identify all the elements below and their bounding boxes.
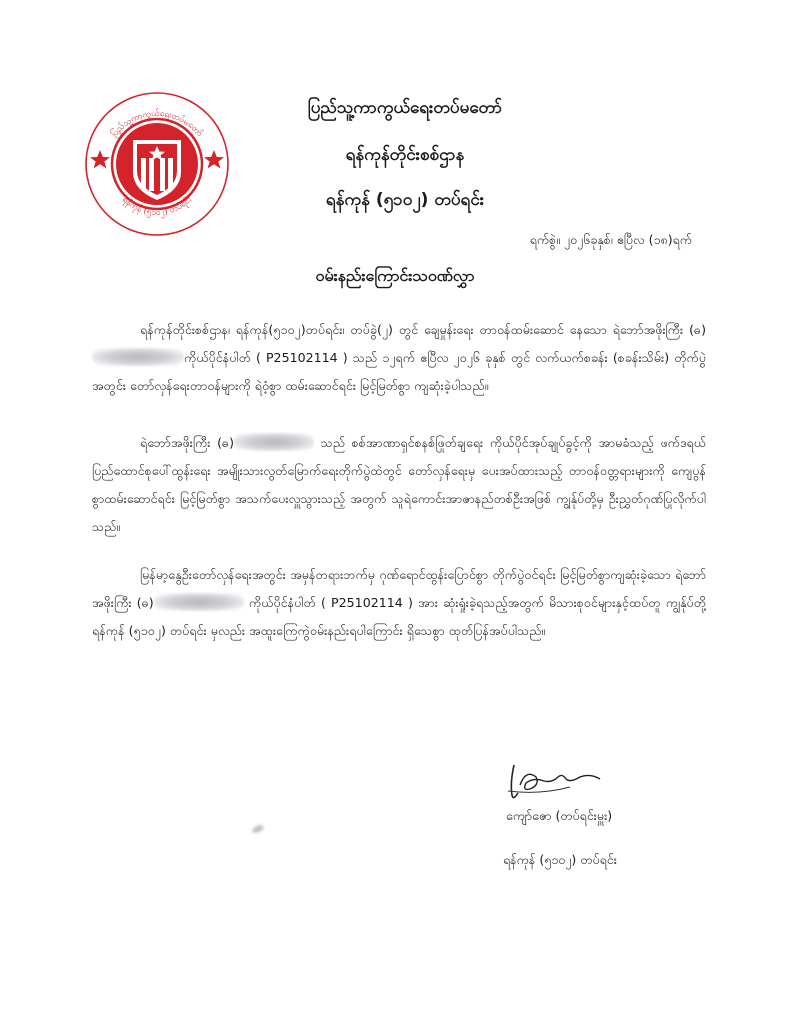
seal-bottom-text: ရန်ကုန် (၅၁၀၂) တပ်ရင်း [120, 194, 194, 218]
paragraph-3-text-b: ကိုယ်ပိုင်နံပါတ် ( P25102114 ) အား ဆုံးရှုံးခဲ့ရသည့်အတွက် မိသားစုဝင်များနှင့်ထပ်တူ ကျွန်ုပ်တို့ ရန်ကုန် (၅၁၀၂) တပ်ရင်း မှလည်း အထူးကြေကွဲဝမ်းနည်းရပါကြောင်း ရှိသေစွာ ထုတ်ပြန်အပ်ပါသည်။ [92, 595, 706, 638]
paragraph-2-text-b: သည် စစ်အာဏာရှင်စနစ်ဖြုတ်ချရေး ကိုယ်ပိုင်အုပ်ချုပ်ခွင့်ကို အာမခံသည့် ဖက်ဒရယ်ပြည်ထောင်စုပေါ်ထွန်းရေး အမျိုးသားလွတ်မြောက်ရေးတိုက်ပွဲထဲတွင် တော်လှန်ရေးမှ ပေးအပ်ထားသည့် တာဝန်ဝတ္တရားများကို ကျေပွန်စွာထမ်းဆောင်ရင်း မြင့်မြတ်စွာ အသက်ပေးလှူသွားသည့် အတွက် သူရဲကောင်းအာဇာနည်တစ်ဦးအဖြစ် ကျွန်ုပ်တို့မှ ဦးညွှတ်ဂုဏ်ပြုလိုက်ပါသည်။ [92, 435, 706, 534]
signatory-name: ကျော်ဇော (တပ်ရင်းမှူး) [506, 808, 613, 823]
paragraph-1-text-a: ရန်ကုန်တိုင်းစစ်ဌာန၊ ရန်ကုန်(၅၁၀၂)တပ်ရင်း၊ တပ်ခွဲ(၂) တွင် ချေမှုန်းရေး တာဝန်ထမ်းဆောင် နေသော ရဲဘော်အဖိုးကြီး (ဓ) [140, 322, 706, 337]
paragraph-3 [92, 561, 706, 645]
redacted-name [92, 348, 184, 366]
redacted-name [154, 593, 244, 611]
document-date: ရက်စွဲ။ ၂၀၂၆ခုနှစ်၊ ဧပြီလ (၁၈)ရက် [529, 232, 692, 247]
ink-smudge [251, 824, 264, 835]
header-command: ရန်ကုန်တိုင်းစစ်ဌာန [345, 145, 465, 165]
paragraph-1-text-b: ကိုယ်ပိုင်နံပါတ် ( P25102114 ) သည် ၁၂ရက် ဧပြီလ ၂၀၂၆ ခုနှစ် တွင် လက်ယက်စခန်း (စခန်းသိမ်း) တိုက်ပွဲအတွင်း တော်လှန်ရေးတာဝန်များကို ရဲဝံ့စွာ ထမ်းဆောင်ရင်း မြင့်မြတ်စွာ ကျဆုံးခဲ့ပါသည်။ [92, 350, 706, 393]
paragraph-2 [92, 429, 706, 541]
battalion-seal-icon [83, 90, 231, 238]
header-organization: ပြည်သူ့ကာကွယ်ရေးတပ်မတော် [307, 98, 503, 118]
redacted-name [234, 433, 314, 451]
seal-top-text: ပြည်သူ့ကာကွယ်ရေးတပ်မတော် [109, 108, 205, 140]
header-battalion: ရန်ကုန် (၅၁၀၂) တပ်ရင်း [325, 190, 485, 210]
handwritten-signature-icon [500, 755, 610, 805]
paragraph-2-text-a: ရဲဘော်အဖိုးကြီး (ဓ) [140, 435, 235, 450]
document-subject: ဝမ်းနည်းကြောင်းသဝဏ်လွှာ [315, 266, 475, 285]
paragraph-3-text-a: မြန်မာ့နွေဦးတော်လှန်ရေးအတွင်း အမှန်တရားဘက်မှ ဂုဏ်ရောင်ထွန်းပြောင်စွာ တိုက်ပွဲဝင်ရင်း မြင့်မြတ်စွာကျဆုံးခဲ့သော ရဲဘော်အဖိုးကြီး (ဓ) [92, 567, 706, 610]
signatory-office: ရန်ကုန် (၅၁၀၂) တပ်ရင်း [503, 852, 617, 867]
paragraph-1 [92, 316, 706, 400]
